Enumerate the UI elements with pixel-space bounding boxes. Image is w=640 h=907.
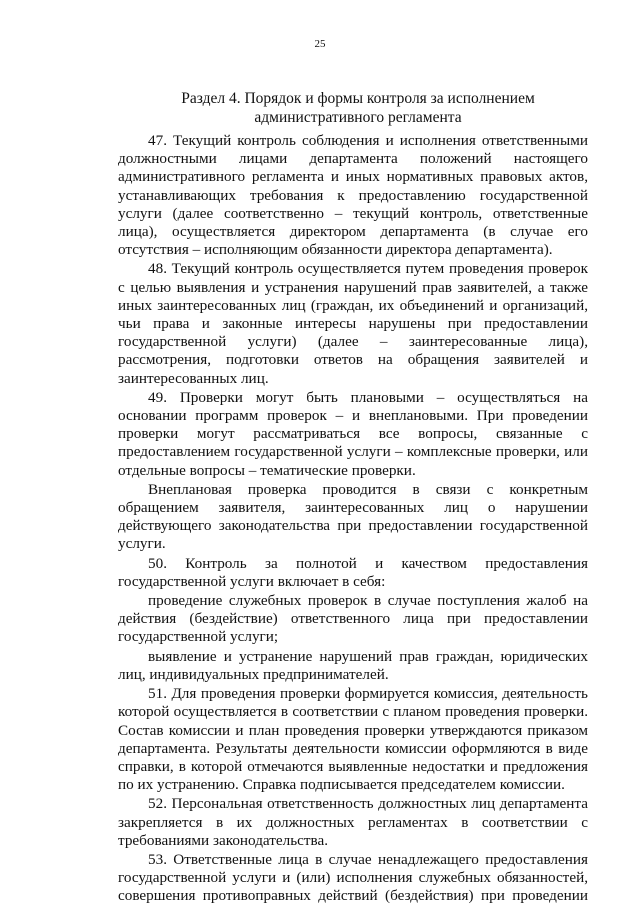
section-title [120, 89, 596, 127]
paragraph-52: 52. Персональная ответственность должностных лиц департамента закрепляется в их должностных регламентах в соответствии с требованиями законодательства. [118, 795, 588, 849]
paragraph-unscheduled-inspection: Внеплановая проверка проводится в связи с конкретным обращением заявителя, заинтересованных лиц о нарушении действующего законодательства при предоставлении государственной услуги. [118, 480, 588, 553]
paragraph-47: 47. Текущий контроль соблюдения и исполнения ответственными должностными лицами департамента положений настоящего административного регламента и иных нормативных правовых актов, устанавливающих требования к предоставлению государственной услуги (далее соответственно – текущий контроль, ответственные лица), осуществляется директором департамента (в случае его отсутствия – исполняющим обязанности директора департамента). [118, 132, 588, 259]
page-number: 25 [314, 38, 326, 50]
paragraph-50-item-2: выявление и устранение нарушений прав граждан, юридических лиц, индивидуальных предпринимателей. [118, 647, 588, 683]
paragraph-50: 50. Контроль за полнотой и качеством предоставления государственной услуги включает в себя: [118, 554, 588, 590]
paragraph-51: 51. Для проведения проверки формируется комиссия, деятельность которой осуществляется в соответствии с планом проведения проверки. Состав комиссии и план проведения проверки утверждаются приказом департамента. Результаты деятельности комиссии оформляются в виде справки, в которой отмечаются выявленные недостатки и предложения по их устранению. Справка подписывается председателем комиссии. [118, 685, 588, 794]
section-title-line-2: административного регламента [254, 109, 462, 126]
paragraph-48: 48. Текущий контроль осуществляется путем проведения проверок с целью выявления и устранения нарушений прав заявителей, а также иных заинтересованных лиц (граждан, их объединений и организаций, чьи права и законные интересы нарушены при предоставлении государственной услуги) (далее – заинтересованные лица), рассмотрения, подготовки ответов на обращения заявителей и заинтересованных лиц. [118, 260, 588, 387]
section-title-line-1: Раздел 4. Порядок и формы контроля за исполнением [181, 90, 535, 107]
paragraph-49: 49. Проверки могут быть плановыми – осуществляться на основании программ проверок – и внеплановыми. При проведении проверки могут рассматриваться все вопросы, связанные с предоставлением государственной услуги – комплексные проверки, или отдельные вопросы – тематические проверки. [118, 388, 588, 479]
document-body [118, 132, 588, 907]
paragraph-50-item-1: проведение служебных проверок в случае поступления жалоб на действия (бездействие) ответственного лица при предоставлении государственной услуги; [118, 592, 588, 646]
paragraph-53: 53. Ответственные лица в случае ненадлежащего предоставления государственной услуги и (или) исполнения служебных обязанностей, совершения противоправных действий (бездействия) при проведении [118, 850, 588, 905]
